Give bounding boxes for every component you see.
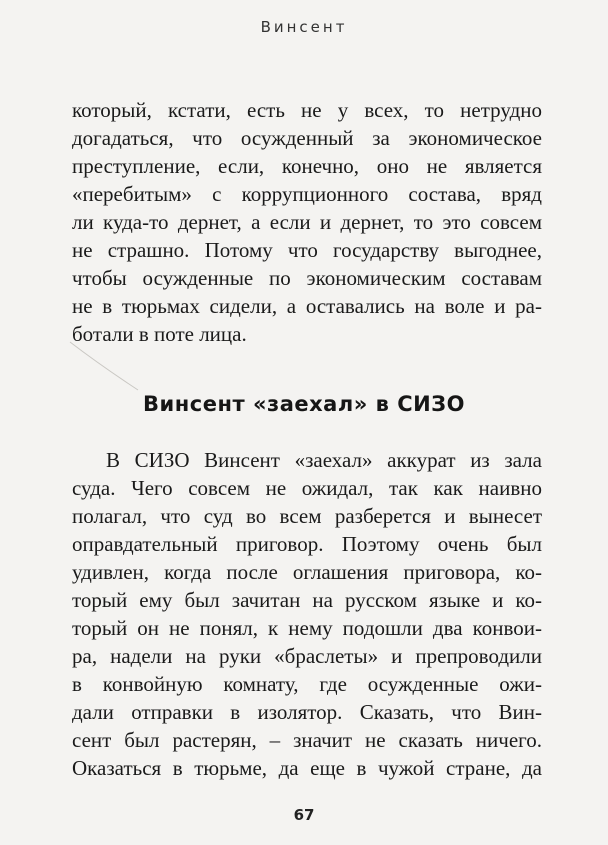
section-heading: Винсент «заехал» в СИЗО <box>143 392 465 416</box>
text-line: ботали в поте лица. <box>72 322 247 346</box>
text-line: не страшно. Потому что государству выгоднее, <box>72 238 542 262</box>
text-line: который, кстати, есть не у всех, то нетрудно <box>72 98 542 122</box>
text-line: сент был растерян, – значит не сказать ничего. <box>72 728 542 752</box>
text-line: оправдательный приговор. Поэтому очень был <box>72 532 542 556</box>
body-paragraph-2 <box>72 446 542 782</box>
body-paragraph-1 <box>72 96 542 348</box>
text-line: торый ему был зачитан на русском языке и ко- <box>72 588 542 612</box>
text-line: удивлен, когда после оглашения приговора, ко- <box>72 560 542 584</box>
text-line: дали отправки в изолятор. Сказать, что Вин- <box>72 700 542 724</box>
paper-scratch-mark <box>60 320 150 400</box>
text-line: полагал, что суд во всем разберется и вынесет <box>72 504 542 528</box>
text-line: «перебитым» с коррупционного состава, вряд <box>72 182 542 206</box>
text-line: ра, надели на руки «браслеты» и препроводили <box>72 644 542 668</box>
running-head: Винсент <box>260 18 348 36</box>
text-line: В СИЗО Винсент «заехал» аккурат из зала <box>106 448 542 472</box>
text-line: торый он не понял, к нему подошли два конвои- <box>72 616 542 640</box>
text-line: чтобы осужденные по экономическим составам <box>72 266 542 290</box>
text-line: не в тюрьмах сидели, а оставались на воле и ра- <box>72 294 542 318</box>
text-line: догадаться, что осужденный за экономическое <box>72 126 542 150</box>
text-line: ли куда-то дернет, а если и дернет, то это совсем <box>72 210 542 234</box>
text-line: суда. Чего совсем не ожидал, так как наивно <box>72 476 542 500</box>
text-line: преступление, если, конечно, оно не является <box>72 154 542 178</box>
page-number: 67 <box>293 806 315 824</box>
text-line: Оказаться в тюрьме, да еще в чужой стране, да <box>72 756 542 780</box>
text-line: в конвойную комнату, где осужденные ожи- <box>72 672 542 696</box>
